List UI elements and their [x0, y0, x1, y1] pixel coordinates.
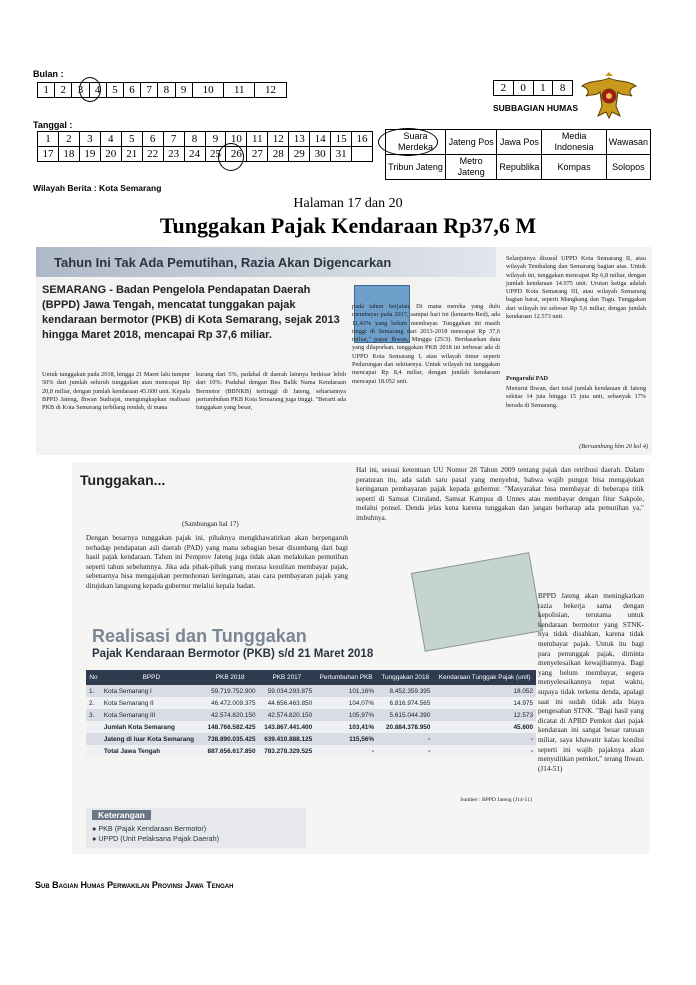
garuda-emblem-icon	[580, 72, 638, 122]
date-cell-r1-16: 16	[352, 132, 373, 147]
clip1-col4: Selanjutnya disusul UPPD Kota Semarang II, atau wilayah Tembalang dan Semarang bagian atas. Untuk wilayah ini, tunggakan mencapai Rp 6,8 miliar, dengan jumlah kendaraan 14.975 unit. Urutan ketiga adalah UPPD Kota Semarang III, atau wilayah Semarang bagian barat, seperti Mangkang dan Tugu. Tunggakan dari wilayah ini sebesar Rp 5,6 miliar, dengan jumlah kendaraan 12.573 unit.	[506, 255, 646, 321]
year-digit-2: 0	[513, 81, 533, 96]
legend-title: Keterangan	[92, 810, 151, 820]
tanggal-label: Tanggal :	[33, 120, 73, 130]
stats-source: Sumber : BPPD Jateng (J14-51)	[460, 797, 532, 803]
stats-header-4: PKB 2017	[259, 670, 316, 685]
stats-cell: 639.410.888.125	[259, 733, 316, 745]
stats-cell: 887.656.617.850	[202, 745, 259, 757]
date-cell-r2-14: 30	[310, 147, 331, 162]
date-cell-r2-10: 26	[226, 147, 247, 162]
month-cell-9: 9	[175, 83, 192, 98]
infographic-title1: Realisasi dan Tunggakan	[92, 626, 307, 646]
media-cell-r2-4: Kompas	[542, 155, 606, 180]
stats-row	[86, 745, 536, 757]
date-cell-r1-6: 6	[142, 132, 163, 147]
date-cell-r2-13: 29	[289, 147, 310, 162]
subbagian-label: SUBBAGIAN HUMAS	[493, 103, 578, 113]
media-cell-r2-2: Metro Jateng	[446, 155, 497, 180]
stats-cell: 45.600	[433, 721, 536, 733]
clip1-subhead: Pengaruhi PAD	[506, 375, 549, 382]
stats-row	[86, 721, 536, 733]
date-cell-r2-3: 19	[79, 147, 100, 162]
date-cell-r2-5: 21	[121, 147, 142, 162]
stats-row	[86, 709, 536, 721]
date-cell-r1-12: 12	[268, 132, 289, 147]
date-cell-r1-2: 2	[58, 132, 79, 147]
stats-row	[86, 733, 536, 745]
legend-item: ● PKB (Pajak Kendaraan Bermotor)	[92, 824, 207, 833]
media-cell-r1-5: Wawasan	[606, 130, 650, 155]
stnk-card-image	[411, 552, 543, 652]
month-cell-5: 5	[106, 83, 123, 98]
date-cell-r1-15: 15	[331, 132, 352, 147]
stats-cell: 14.975	[433, 697, 536, 709]
stats-cell: 18.052	[433, 685, 536, 697]
media-cell-r2-5: Solopos	[606, 155, 650, 180]
stats-cell: 783.278.329.525	[259, 745, 316, 757]
month-cell-10: 10	[192, 83, 224, 98]
stats-cell: 738.890.035.425	[202, 733, 259, 745]
stats-row	[86, 697, 536, 709]
clip1-banner-text: Tahun Ini Tak Ada Pemutihan, Razia Akan Digencarkan	[54, 255, 392, 270]
month-cell-6: 6	[123, 83, 140, 98]
date-cell-r2-11: 27	[247, 147, 268, 162]
date-cell-r1-4: 4	[100, 132, 121, 147]
stats-cell: -	[377, 745, 433, 757]
stats-cell	[86, 721, 101, 733]
date-cell-r1-5: 5	[121, 132, 142, 147]
stats-header-7: Kendaraan Tunggak Pajak (unit)	[433, 670, 536, 685]
date-cell-r1-14: 14	[310, 132, 331, 147]
stats-cell: Kota Semarang I	[101, 685, 202, 697]
date-cell-r2-15: 31	[331, 147, 352, 162]
stats-header-5: Pertumbuhan PKB	[315, 670, 377, 685]
stats-cell: Kota Semarang III	[101, 709, 202, 721]
month-cell-7: 7	[141, 83, 158, 98]
stats-header-1: No	[86, 670, 101, 685]
stats-cell: Kota Semarang II	[101, 697, 202, 709]
stats-cell: 2.	[86, 697, 101, 709]
date-cell-r2-8: 24	[184, 147, 205, 162]
halaman-label: Halaman 17 dan 20	[293, 196, 403, 211]
media-circle	[378, 128, 438, 156]
stats-cell: 148.766.582.425	[202, 721, 259, 733]
clip1-continued: (Bersambung hlm 20 kol 4)	[579, 443, 648, 450]
tanggal-grid	[37, 131, 373, 162]
stats-cell: 44.656.463.850	[259, 697, 316, 709]
stats-cell: 1.	[86, 685, 101, 697]
stats-cell: 104,07%	[315, 697, 377, 709]
date-cell-r2-9: 25	[205, 147, 226, 162]
stats-cell: -	[377, 733, 433, 745]
date-cell-r1-1: 1	[38, 132, 59, 147]
date-cell-r2-6: 22	[142, 147, 163, 162]
date-cell-r1-10: 10	[226, 132, 247, 147]
stats-cell: 59.034.293.875	[259, 685, 316, 697]
date-cell-r2-7: 23	[163, 147, 184, 162]
clip1-col1: Untuk tunggakan pada 2018, hingga 21 Maret lalu tumpur 50% dari jumlah seluruh tunggakan atau mencapai Rp 20,8 miliar, dengan jumlah kendaraan 45.600 unit. Kepala BPPD Jateng, Ihwan Sudrajat, mengungkapkan realisasi PKB di Kota Semarang terbilang rendah, di mana	[42, 371, 190, 412]
stats-cell: 103,41%	[315, 721, 377, 733]
media-cell-r1-1: Suara Merdeka	[386, 130, 446, 155]
stats-cell: Jumlah Kota Semarang	[101, 721, 202, 733]
year-digit-1: 2	[494, 81, 514, 96]
stats-cell: Total Jawa Tengah	[101, 745, 202, 757]
clip1-col4b: Menurut Ihwan, dari total jumlah kendaraan di Jateng sekitar 14 juta hingga 15 juta unit, sebanyak 17% berada di Semarang.	[506, 385, 646, 409]
stats-cell: 115,56%	[315, 733, 377, 745]
date-cell-r2-2: 18	[58, 147, 79, 162]
stats-cell: 20.884.378.950	[377, 721, 433, 733]
bulan-grid	[37, 82, 287, 98]
legend-items	[92, 824, 219, 844]
clip2-head: Tunggakan...	[80, 472, 166, 488]
media-cell-r1-4: Media Indonesia	[542, 130, 606, 155]
media-cell-r2-3: Republika	[497, 155, 542, 180]
stats-cell	[86, 745, 101, 757]
stats-cell: 8.452.359.395	[377, 685, 433, 697]
stats-cell: -	[433, 745, 536, 757]
month-cell-12: 12	[255, 83, 287, 98]
tahun-grid	[493, 80, 573, 96]
date-cell-r1-7: 7	[163, 132, 184, 147]
stats-cell: 143.867.441.400	[259, 721, 316, 733]
page-title: Tunggakan Pajak Kendaraan Rp37,6 M	[159, 213, 537, 238]
month-circle	[79, 77, 101, 102]
clip2-sub: (Sambungan hal 17)	[182, 520, 239, 528]
stats-cell: 101,16%	[315, 685, 377, 697]
clip1-lead: SEMARANG - Badan Pengelola Pendapatan Daerah (BPPD) Jawa Tengah, mencatat tunggakan pajak kendaraan bermotor (PKB) di Kota Semarang, sejak 2013 hingga Maret 2018, mencapai Rp 37,6 miliar.	[42, 284, 340, 341]
date-cell-r2-12: 28	[268, 147, 289, 162]
date-cell-r1-3: 3	[79, 132, 100, 147]
stats-cell: 3.	[86, 709, 101, 721]
legend-item: ● UPPD (Unit Pelaksana Pajak Daerah)	[92, 834, 219, 843]
stats-cell: -	[433, 733, 536, 745]
stats-cell: 59.719.752.900	[202, 685, 259, 697]
clip2-right1: Hal ini, sesuai ketentuan UU Nomor 28 Tahun 2009 tentang pajak dan retribusi daerah. Dalam peraturan itu, ada salah satu pasal yang menyebut, bahwa wajib pungut bisa mengajukan keringanan pembayaran pajak kepada gubernur. "Masyarakat bisa membayar di beberapa titik seperti di Samsat Citraland, Samsat Kampus di Unnes atau membayar dengan fitur Sakpole, melalui ponsel. Denda jelas kena karena tunggakan dan jangan berharap ada pemutihan ya," imbuhnya.	[356, 466, 644, 522]
stats-table	[86, 670, 536, 757]
clip1-col2: kurang dari 5%, padahal di daerah lainnya berkisar lebih dari 10%. Padahal dengan Bea Balik Nama Kendaraan Bermotor (BBNKB) tertinggi di Jateng, sehariannya pertumbuhan PKB Kota Semarang juga tinggi. "Berarti ada tunggakan yang besar,	[196, 371, 346, 412]
wilayah-label: Wilayah Berita : Kota Semarang	[33, 183, 162, 193]
media-cell-r1-3: Jawa Pos	[497, 130, 542, 155]
date-cell-r1-9: 9	[205, 132, 226, 147]
stats-cell: 46.472.009.375	[202, 697, 259, 709]
stats-cell: 105,97%	[315, 709, 377, 721]
stats-header-2: BPPD	[101, 670, 202, 685]
clip-page17	[36, 247, 652, 455]
bulan-label: Bulan :	[33, 69, 64, 79]
stats-cell: 42.574.820.150	[259, 709, 316, 721]
stats-cell: 12.573	[433, 709, 536, 721]
date-cell-r2-1: 17	[38, 147, 59, 162]
date-circle	[218, 143, 244, 171]
stats-header-3: PKB 2018	[202, 670, 259, 685]
date-cell-r2-4: 20	[100, 147, 121, 162]
clip1-col3: pada tahun berjalan. Di mana mereka yang dulu membayar pada 2017, sampai hari ini (kemarin-Red), ada 11,43% yang belum membayar. Tunggakan ini masih tinggi di Semarang dari 2013-2018 mencapai Rp 37,6 miliar," papar Ihwan, Minggu (25/3). Berdasarkan data yang dilaporkan, tunggakan PKB 2018 ini terbesar ada di UPPD Kota Semarang I, atau wilayah timur seperti Pedurungan dan sekitarnya. Untuk wilayah ini tunggakan mencapai Rp 8,4 miliar, dengan jumlah kendaraan mencapai 18.052 unit.	[352, 303, 500, 385]
month-cell-4: 4	[89, 83, 106, 98]
date-cell-r2-16	[352, 147, 373, 162]
footer: Sub Bagian Humas Perwakilan Provinsi Jawa Tengah	[35, 880, 234, 890]
clip2-right2: BPPD Jateng akan meningkatkan razia bekerja sama dengan kepolisian, terutama untuk kendaraan bermotor yang STNK-nya tidak disahkan, karena tidak membayar pajak. Untuk itu bagi para penunggak pajak, diminta menyelesaikan kewajibannya. Bagi yang belum membayar, segera menyelesaikannya tepat waktu, supaya tidak terkena denda, apalagi saat ini sudah tidak ada biaya pengesahan STNK. "Bagi hasil yang dicatat di APBD Pemkot dari pajak kendaraan ini sangat besar ratusan miliar, saya khawatir kalau kondisi seperti ini wajib pajaknya akan menyulitkan pemkot," terang Ihwan. (J14-51)	[538, 592, 644, 773]
stats-cell: 5.615.044.390	[377, 709, 433, 721]
date-cell-r1-8: 8	[184, 132, 205, 147]
month-cell-8: 8	[158, 83, 175, 98]
month-cell-11: 11	[224, 83, 255, 98]
stats-cell: 42.574.820.150	[202, 709, 259, 721]
clip2-left1: Dengan besarnya tunggakan pajak ini, pihaknya mengkhawatirkan akan berpengaruh terhadap pendapatan asli daerah (PAD) yang mana sebagian besar disumbang dari bagi hasil pajak kendaraan. Tahun ini Pemprov Jateng juga tidak akan melakukan pemutihan seperti tahun sebelumnya. Jika ada pihak-pihak yang merasa kesulitan membayar pajak, sebenarnya bisa mengajukan permohonan keringanan, atau cara pembayaran pajak yang ditujukan langsung kepada gubernur melalui kepala badan.	[86, 534, 348, 590]
stats-cell: Jateng di luar Kota Semarang	[101, 733, 202, 745]
date-cell-r1-11: 11	[247, 132, 268, 147]
stats-cell: -	[315, 745, 377, 757]
date-cell-r1-13: 13	[289, 132, 310, 147]
clip-page20	[72, 462, 650, 854]
year-digit-3: 1	[533, 81, 553, 96]
media-cell-r1-2: Jateng Pos	[446, 130, 497, 155]
stats-cell	[86, 733, 101, 745]
year-digit-4: 8	[553, 81, 573, 96]
month-cell-3: 3	[72, 83, 89, 98]
stats-cell: 6.816.974.565	[377, 697, 433, 709]
infographic-title2: Pajak Kendaraan Bermotor (PKB) s/d 21 Maret 2018	[92, 648, 374, 660]
month-cell-1: 1	[38, 83, 55, 98]
stats-header-6: Tunggakan 2018	[377, 670, 433, 685]
media-cell-r2-1: Tribun Jateng	[386, 155, 446, 180]
stats-row	[86, 685, 536, 697]
month-cell-2: 2	[55, 83, 72, 98]
